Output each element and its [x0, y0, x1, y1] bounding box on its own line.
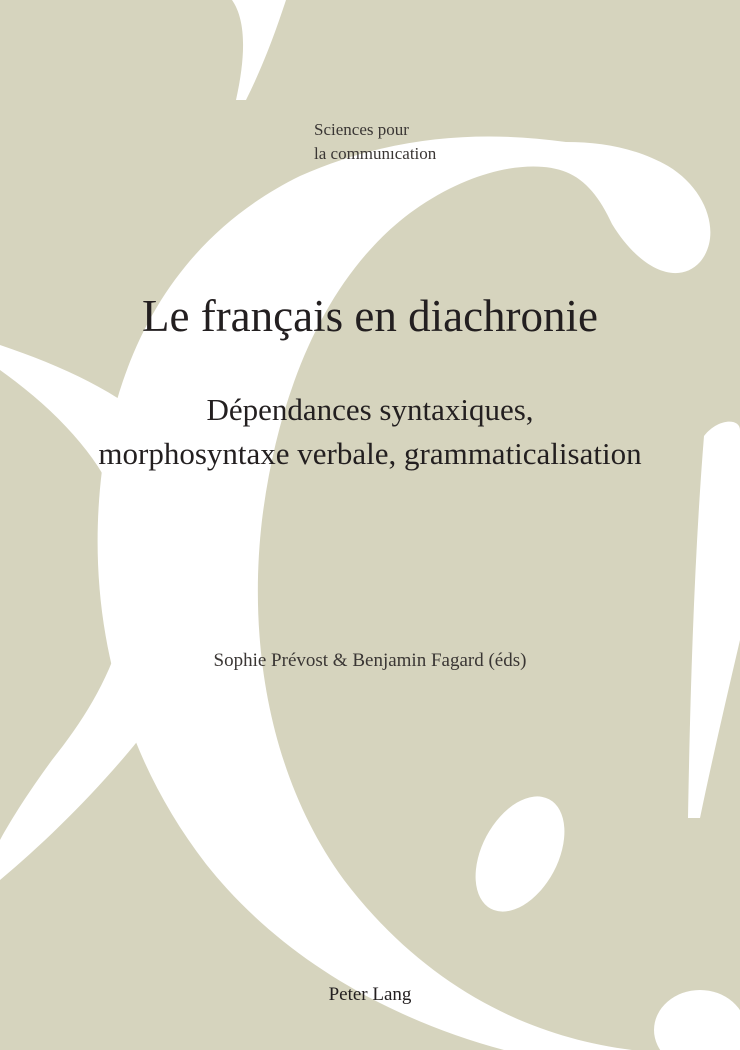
- series-name: [314, 118, 436, 166]
- logo-apostrophe-shape: [232, 0, 286, 100]
- logo-c-shape: [98, 136, 711, 1050]
- book-authors: Sophie Prévost & Benjamin Fagard (éds): [213, 650, 527, 671]
- book-title: Le français en diachronie: [142, 291, 598, 341]
- series-line-1: Sciences pour: [314, 120, 409, 139]
- logo-c-dot: [457, 781, 582, 926]
- subtitle-line-2: morphosyntaxe verbale, grammaticalisation: [98, 436, 642, 471]
- series-line-2: la communıcation: [314, 144, 437, 163]
- publisher-name: Peter Lang: [328, 984, 412, 1005]
- logo-exclamation-bar: [688, 422, 740, 818]
- subtitle-line-1: Dépendances syntaxiques,: [206, 392, 534, 427]
- book-subtitle: [0, 388, 740, 476]
